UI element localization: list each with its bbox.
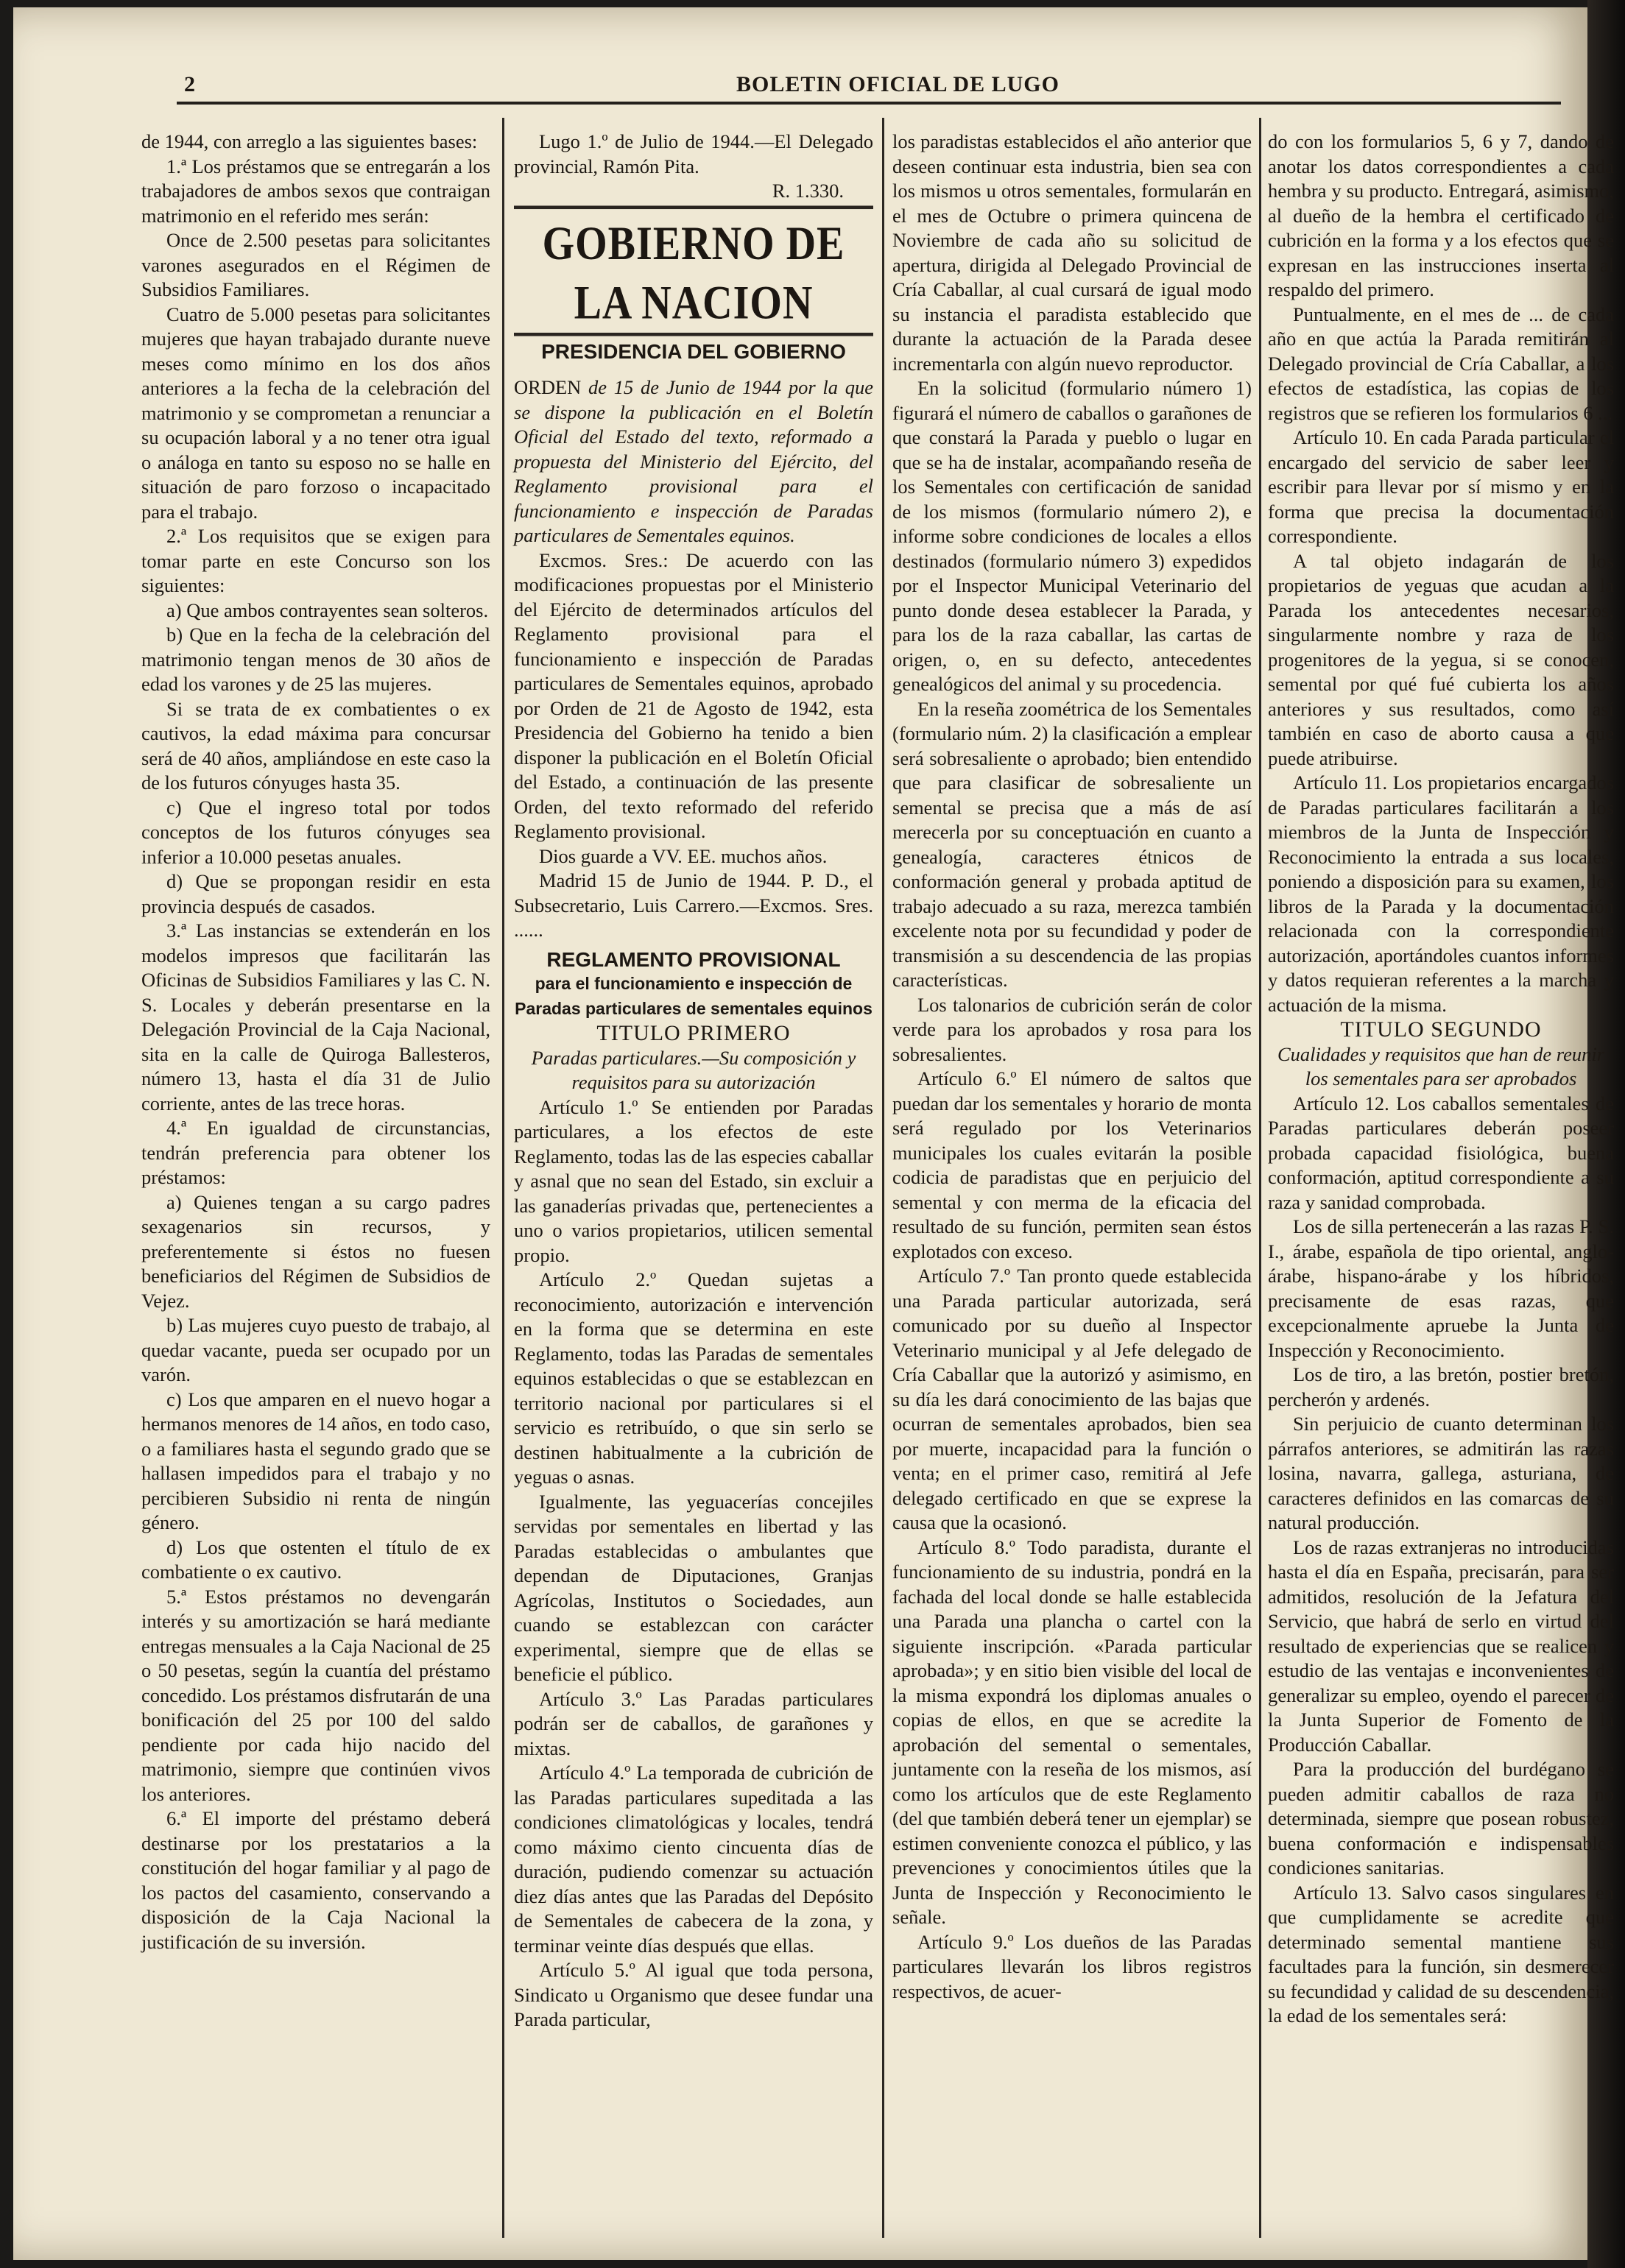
paragraph: a) Quienes tengan a su cargo padres sexagenarios sin recursos, y preferentemente si éstos no fuesen beneficiarios del Régimen de Subsidios de Vejez. [141, 1190, 490, 1312]
paragraph: c) Los que amparen en el nuevo hogar a hermanos menores de 14 años, en todo caso, o a familiares hasta el segundo grado que se hallasen impedidos para el trabajo y no percibieren Subsidio ni renta de ningún género. [141, 1388, 490, 1533]
column-1 [141, 130, 490, 1954]
titulo-subheading: Paradas particulares.—Su composición y requisitos para su autorización [531, 1046, 856, 1093]
paragraph: Si se trata de ex combatientes o ex cautivos, la edad máxima para concursar será de 40 años, ampliándose en este caso la de los futuros cónyuges hasta 35. [141, 697, 490, 794]
paragraph: b) Las mujeres cuyo puesto de trabajo, al quedar vacante, pueda ser ocupado por un varón. [141, 1314, 490, 1385]
paragraph: Once de 2.500 pesetas para solicitantes varones asegurados en el Régimen de Subsidios Familiares. [141, 229, 490, 300]
paragraph: A tal objeto indagarán de los propietarios de yeguas que acudan a la Parada los antecedentes necesarios, singularmente nombre y raza de los progenitores de la yegua, si se conocen, semental por qué fué cubierta los años anteriores y sus resultados, como así también en caso de aborto causa a que puede atribuirse. [1268, 549, 1614, 769]
paragraph: Madrid 15 de Junio de 1944. P. D., el Subsecretario, Luis Carrero.—Excmos. Sres. ...... [514, 869, 873, 941]
paragraph: c) Que el ingreso total por todos conceptos de los futuros cónyuges sea inferior a 10.000 pesetas anuales. [141, 796, 490, 868]
paragraph: d) Los que ostenten el título de ex combatiente o ex cautivo. [141, 1536, 490, 1583]
page-number: 2 [184, 72, 195, 96]
reglamento-subtitle: para el funcionamiento e inspección de Paradas particulares de sementales equinos [515, 974, 873, 1018]
paragraph: 6.ª El importe del préstamo deberá destinarse por los prestatarios a la constitución del hogar familiar y al pago de los pactos del casamiento, conservando a disposición de la Caja Nacional la justificación de su inversión. [141, 1807, 490, 1953]
paragraph: 1.ª Los préstamos que se entregarán a los trabajadores de ambos sexos que contraigan matrimonio en el referido mes serán: [141, 155, 490, 227]
orden-paragraph [514, 375, 873, 548]
article: Artículo 7.º Tan pronto quede establecida una Parada particular autorizada, será comunicado por su dueño al Inspector Veterinario municipal y al Jefe delegado de Cría Caballar que la autorizó y asimismo, en su día les dará conocimiento de las bajas que ocurran de sementales aprobados, bien sea por muerte, incapacidad para la función o venta; en el primer caso, remitirá al Jefe delegado certificado en que se exprese la causa que la ocasionó. [892, 1265, 1252, 1533]
paragraph: Dios guarde a VV. EE. muchos años. [539, 844, 828, 867]
article: Artículo 5.º Al igual que toda persona, Sindicato u Organismo que desee fundar una Parada particular, [514, 1959, 873, 2030]
paragraph: Excmos. Sres.: De acuerdo con las modificaciones propuestas por el Ministerio del Ejército de determinados artículos del Reglamento provisional para el funcionamiento e inspección de Paradas particulares de Sementales equinos, aprobado por Orden de 21 de Agosto de 1942, esta Presidencia del Gobierno ha tenido a bien disponer la publicación en el Boletín Oficial del Estado, a continuación de las presente Orden, del texto reformado del referido Reglamento provisional. [514, 548, 873, 842]
column-divider [502, 118, 504, 2238]
paragraph: b) Que en la fecha de la celebración del matrimonio tengan menos de 30 años de edad los varones y de 25 las mujeres. [141, 623, 490, 695]
article: Artículo 12. Los caballos sementales de Paradas particulares deberán poseer probada capacidad fisiológica, buena conformación, aptitud correspondiente a su raza y sanidad comprobada. [1268, 1092, 1614, 1213]
paragraph: Cuatro de 5.000 pesetas para solicitantes mujeres que hayan trabajado durante nueve meses como mínimo en los dos años anteriores a la fecha de la celebración del matrimonio y se comprometan a renunciar a su ocupación laboral y a no tener otra igual o análoga en tanto su esposo no se halle en situación de paro forzoso o incapacitado para el trabajo. [141, 303, 490, 523]
article: Artículo 2.º Quedan sujetas a reconocimiento, autorización e intervención en la forma que se determina en este Reglamento, todas las Paradas de sementales equinos establecidas o que se establezcan en territorio nacional por particulares si el servicio es retribuído, o que sin serlo se destinen habitualmente a la cubrición de yeguas o asnas. [514, 1268, 873, 1488]
column-3 [892, 130, 1252, 2004]
reference-number: R. 1.330. [772, 180, 844, 202]
page-title: BOLETIN OFICIAL DE LUGO [736, 72, 1060, 96]
paragraph: Los de tiro, a las bretón, postier bretón, percherón y ardenés. [1268, 1363, 1614, 1410]
page-header [133, 68, 1546, 103]
orden-text: de 15 de Junio de 1944 por la que se dispone la publicación en el Boletín Oficial del Estado del texto, reformado a propuesta del Ministerio del Ejército, del Reglamento provisional para el funcionamiento e inspección de Paradas particulares de Sementales equinos. [514, 376, 873, 546]
article: Artículo 10. En cada Parada particular el encargado del servicio de saber leer y escribir para llevar por sí mismo y en la forma que precisa la documentación correspondiente. [1268, 426, 1614, 547]
header-rule [177, 102, 1561, 105]
paragraph: a) Que ambos contrayentes sean solteros. [166, 598, 489, 621]
paragraph: Puntualmente, en el mes de ... de cada año en que actúa la Parada remitirán al Delegado provincial de Cría Caballar, a los efectos de estadística, las copias de los registros que se refieren los formularios 6 ... [1268, 303, 1614, 424]
paragraph: los paradistas establecidos el año anterior que deseen continuar esta industria, bien sea con los mismos u otros sementales, formularán en el mes de Octubre o primera quincena de Noviembre de cada año su solicitud de apertura, dirigida al Delegado Provincial de Cría Caballar, al cual cursará de igual modo su instancia el paradista establecido que durante la actuación de la Parada desee incrementarla con algún nuevo reproductor. [892, 130, 1252, 375]
article: Artículo 13. Salvo casos singulares en que cumplidamente se acredite que determinado semental mantiene sus facultades para la función, sin desmerecer su fecundidad y calidad de su descendencia, la edad de los sementales será: [1268, 1881, 1614, 2027]
paragraph: Sin perjuicio de cuanto determinan los párrafos anteriores, se admitirán las razas losina, navarra, gallega, asturiana, de caracteres definidos en las comarcas de su natural producción. [1268, 1413, 1614, 1533]
section-banner: GOBIERNO DE LA NACION [514, 205, 873, 336]
orden-lead: ORDEN [514, 376, 582, 398]
column-2 [514, 130, 873, 2032]
titulo-heading: TITULO SEGUNDO [1340, 1017, 1542, 1042]
article: Artículo 9.º Los dueños de las Paradas particulares llevarán los libros registros respectivos, de acuer- [892, 1930, 1252, 2002]
article: Artículo 4.º La temporada de cubrición de las Paradas particulares supeditada a las condiciones climatológicas y locales, tendrá como máximo ciento cincuenta días de duración, pudiendo comenzar su actuación diez días antes que las Paradas del Depósito de Sementales de cabecera de la zona, y terminar veinte días después que ellas. [514, 1762, 873, 1957]
column-divider [882, 118, 884, 2238]
paragraph: Para la producción del burdégano se pueden admitir caballos de raza no determinada, siempre que posean robustez, buena conformación e indispensables condiciones sanitarias. [1268, 1758, 1614, 1879]
paragraph: En la solicitud (formulario número 1) figurará el número de caballos o garañones de que constará la Parada y pueblo o lugar en que se ha de instalar, acompañando reseña de los Sementales con certificación de sanidad de los mismos (formulario número 2), e informe sobre condiciones de locales a ellos destinados (formulario número 3) expedidos por el Inspector Municipal Veterinario del punto donde desea establecer la Parada, y para los de la raza caballar, las cartas de origen, o, en su defecto, antecedentes genealógicos del animal y su procedencia. [892, 377, 1252, 695]
paragraph: de 1944, con arreglo a las siguientes bases: [141, 130, 478, 152]
section-heading: PRESIDENCIA DEL GOBIERNO [541, 339, 846, 363]
article: Artículo 1.º Se entienden por Paradas particulares, a los efectos de este Reglamento, todas las de las especies caballar y asnal que no sean del Estado, sin excluir a las ganaderías privadas que, pertenecientes a uno o varios propietarios, utilicen semental propio. [514, 1095, 873, 1266]
paragraph: 5.ª Estos préstamos no devengarán interés y su amortización se hará mediante entregas mensuales a la Caja Nacional de 25 o 50 pesetas, según la cuantía del préstamo concedido. Los préstamos disfrutarán de una bonificación del 25 por 100 del saldo pendiente por cada hijo nacido del matrimonio, siempre que continúen vivos los anteriores. [141, 1585, 490, 1805]
paragraph: Los de razas extranjeras no introducidas hasta el día en España, precisarán, para ser admitidos, resolución de la Jefatura del Servicio, que habrá de serlo en virtud del resultado de experiencias que se realicen y estudio de las ventajas e inconvenientes de generalizar su empleo, oyendo el parecer de la Junta Superior de Fomento de la Producción Caballar. [1268, 1536, 1614, 1756]
paragraph: do con los formularios 5, 6 y 7, dando de anotar los datos correspondientes a cada hembra y su producto. Entregará, asimismo, al dueño de la hembra el certificado de cubrición en la forma y a los efectos que se expresan en las instrucciones inserta al respaldo del primero. [1268, 130, 1614, 300]
titulo-heading: TITULO PRIMERO [596, 1021, 791, 1045]
paragraph: 4.ª En igualdad de circunstancias, tendrán preferencia para obtener los préstamos: [141, 1117, 490, 1188]
paragraph: En la reseña zoométrica de los Sementales (formulario núm. 2) la clasificación a emplear será sobresaliente o aprobado; bien entendido que para clasificar de sobresaliente un semental se precisa que a más de así merecerla por su conceptuación en cuanto a genealogía, caracteres étnicos de conformación general y probada aptitud de trabajo adecuado a su raza, merezca también excelente nota por su fecundidad y poder de transmisión a su descendencia de las propias características. [892, 697, 1252, 991]
article: Igualmente, las yeguacerías concejiles servidas por sementales en libertad y las Paradas establecidas o ambulantes que dependan de Diputaciones, Granjas Agrícolas, Institutos o Sociedades, aun cuando se establezcan con carácter experimental, siempre que de ellas se beneficie el público. [514, 1490, 873, 1685]
article: Artículo 6.º El número de saltos que puedan dar los sementales y horario de monta será regulado por los Veterinarios municipales los cuales evitarán la posible codicia de paradistas que en perjuicio del semental y con merma de la eficacia del resultado de su función, permiten sean éstos explotados con exceso. [892, 1067, 1252, 1262]
column-divider [1259, 118, 1261, 2238]
article: Artículo 8.º Todo paradista, durante el funcionamiento de su industria, pondrá en la fachada del local donde se halle establecida una Parada una plancha o cartel con la siguiente inscripción. «Parada particular aprobada»; y en sitio bien visible del local de la misma expondrá los diplomas anuales o copias de ellos, en que se acredite la aprobación del semental o sementales, juntamente con la reseña de los mismos, así como los artículos que de este Reglamento (del que también deberá tener un ejemplar) se estimen conveniente conozca el público, y las prevenciones y conocimientos útiles que la Junta de Inspección y Reconocimiento le señale. [892, 1536, 1252, 1928]
paragraph: d) Que se propongan residir en esta provincia después de casados. [141, 870, 490, 917]
column-4 [1268, 130, 1614, 2029]
titulo-subheading: Cualidades y requisitos que han de reunir los sementales para ser aprobados [1277, 1042, 1605, 1089]
paragraph: Los talonarios de cubrición serán de color verde para los aprobados y rosa para los sobresalientes. [892, 993, 1252, 1065]
signature-line: Lugo 1.º de Julio de 1944.—El Delegado provincial, Ramón Pita. [514, 130, 873, 177]
paragraph: Los de silla pertenecerán a las razas P. S. I., árabe, española de tipo oriental, anglo-árabe, hispano-árabe y los híbridos, precisamente de esas razas, que excepcionalmente apruebe la Junta de Inspección y Reconocimiento. [1268, 1215, 1614, 1361]
paragraph: 2.ª Los requisitos que se exigen para tomar parte en este Concurso son los siguientes: [141, 525, 490, 596]
reglamento-title: REGLAMENTO PROVISIONAL [546, 947, 841, 971]
article: Artículo 3.º Las Paradas particulares podrán ser de caballos, de garañones y mixtas. [514, 1687, 873, 1759]
article: Artículo 11. Los propietarios encargados de Paradas particulares facilitarán a los miembros de la Junta de Inspección y Reconocimiento la entrada a sus locales, poniendo a disposición para su examen, los libros de la Parada y la documentación relacionada con la correspondiente autorización, aportándoles cuantos informes y datos requieran referentes a la marcha y actuación de la misma. [1268, 771, 1614, 1016]
paragraph: 3.ª Las instancias se extenderán en los modelos impresos que facilitarán las Oficinas de Subsidios Familiares y las C. N. S. Locales y deberán presentarse en la Delegación Provincial de la Caja Nacional, sita en la calle de Quiroga Ballesteros, número 13, hasta el día 31 de Julio corriente, antes de las trece horas. [141, 919, 490, 1114]
